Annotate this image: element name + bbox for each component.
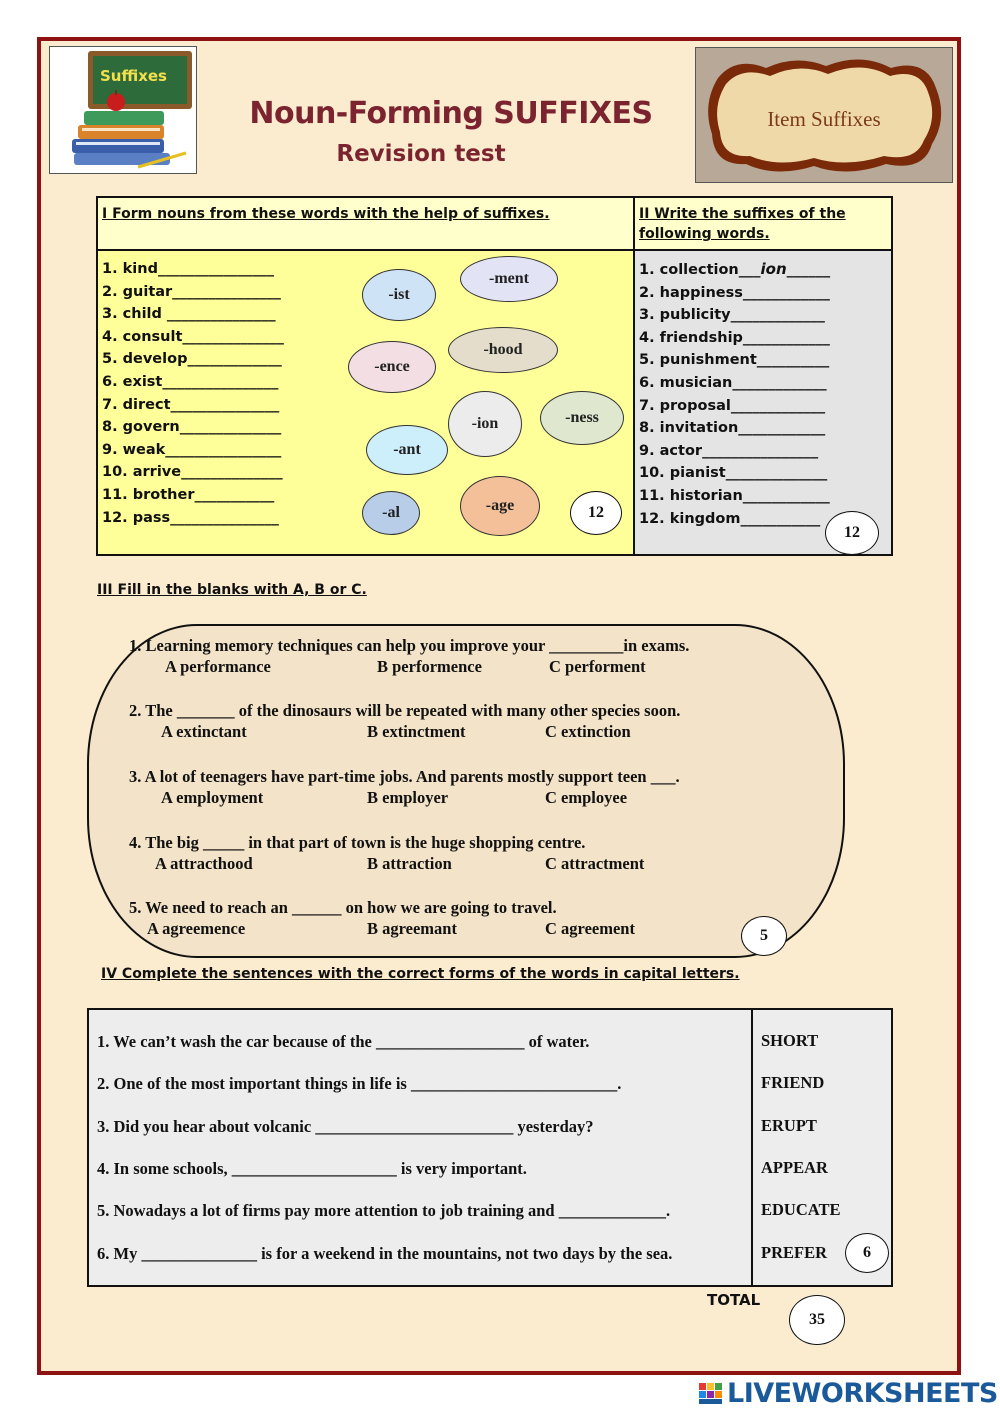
question-2-option-a[interactable]: A extinctant — [161, 722, 247, 741]
suffixes-logo — [49, 46, 197, 174]
section-1-title: I Form nouns from these words with the help of suffixes. — [102, 206, 550, 222]
question-2-option-c[interactable]: C extinction — [545, 722, 631, 741]
worksheet-page — [37, 37, 961, 1375]
question-5-option-c[interactable]: C agreement — [545, 919, 635, 938]
suffix-bubble-ion[interactable]: -ion — [448, 391, 522, 457]
question-3-text: 3. A lot of teenagers have part-time jobs. And parents mostly support teen ___. — [129, 767, 680, 786]
section-3-score: 5 — [741, 916, 787, 956]
example-suffix: ______ — [786, 262, 831, 278]
section-4-column-divider — [751, 1010, 753, 1285]
suffix-item[interactable]: 2. happiness____________ — [639, 284, 830, 301]
suffix-item[interactable]: 7. proposal_____________ — [639, 397, 826, 414]
question-4-option-a[interactable]: A attracthood — [155, 854, 253, 873]
question-1-text: 1. Learning memory techniques can help you improve your _________in exams. — [129, 636, 690, 655]
section-2-title-line1: II Write the suffixes of the — [639, 206, 846, 222]
suffix-bubble-ist[interactable]: -ist — [362, 269, 436, 321]
sentence-1[interactable]: 1. We can’t wash the car because of the __________________ of water. — [97, 1032, 590, 1051]
sentence-6[interactable]: 6. My ______________ is for a weekend in the mountains, not two days by the sea. — [97, 1244, 673, 1263]
logo-text: Suffixes — [100, 67, 167, 85]
suffix-item[interactable]: 11. historian____________ — [639, 487, 830, 504]
section-2-score: 12 — [825, 511, 879, 555]
word-item[interactable]: 5. develop_____________ — [102, 351, 282, 368]
section-3-title: III Fill in the blanks with A, B or C. — [97, 582, 367, 598]
suffix-item[interactable]: 9. actor________________ — [639, 442, 819, 459]
section-1-body — [98, 251, 635, 554]
suffix-item[interactable]: 4. friendship____________ — [639, 329, 830, 346]
section-2-word-list — [639, 258, 830, 530]
capital-word-3: ERUPT — [761, 1116, 817, 1135]
word-item[interactable]: 2. guitar_______________ — [102, 283, 281, 300]
word-item[interactable]: 6. exist________________ — [102, 373, 279, 390]
word-item[interactable]: 4. consult______________ — [102, 328, 284, 345]
liveworksheets-logo-icon — [699, 1383, 723, 1410]
question-3-option-b[interactable]: B employer — [367, 788, 449, 807]
suffix-item[interactable]: 6. musician_____________ — [639, 374, 827, 391]
question-3-option-c[interactable]: C employee — [545, 788, 628, 807]
suffix-bubble-ment[interactable]: -ment — [460, 256, 558, 302]
capital-word-2: FRIEND — [761, 1073, 825, 1092]
suffix-item[interactable]: 10. pianist______________ — [639, 465, 828, 482]
word-item[interactable]: 12. pass_______________ — [102, 509, 279, 526]
page-subtitle: Revision test — [336, 141, 506, 167]
suffix-item-example[interactable] — [639, 258, 830, 282]
word-item[interactable]: 7. direct_______________ — [102, 396, 280, 413]
question-2-text: 2. The _______ of the dinosaurs will be repeated with many other species soon. — [129, 701, 681, 720]
word-item[interactable]: 10. arrive______________ — [102, 464, 283, 481]
total-score: 35 — [789, 1295, 845, 1345]
question-1-option-a[interactable]: A performance — [165, 657, 271, 676]
liveworksheets-brand[interactable]: LIVEWORKSHEETS — [727, 1378, 998, 1409]
word-item[interactable]: 8. govern______________ — [102, 419, 282, 436]
suffix-bubble-ant[interactable]: -ant — [366, 425, 448, 475]
question-4-text: 4. The big _____ in that part of town is the huge shopping centre. — [129, 833, 586, 852]
suffix-bubble-al[interactable]: -al — [362, 491, 420, 535]
question-3-option-a[interactable]: A employment — [161, 788, 264, 807]
suffix-item[interactable]: 5. punishment__________ — [639, 352, 830, 369]
section-4-table — [87, 1008, 893, 1287]
word-item[interactable]: 11. brother___________ — [102, 486, 275, 503]
total-label: TOTAL — [707, 1291, 761, 1309]
question-5-option-b[interactable]: B agreemant — [367, 919, 457, 938]
question-4-option-c[interactable]: C attractment — [545, 854, 645, 873]
sentence-4[interactable]: 4. In some schools, ____________________ is very important. — [97, 1159, 527, 1178]
question-4-option-b[interactable]: B attraction — [367, 854, 452, 873]
sentence-2[interactable]: 2. One of the most important things in life is _________________________. — [97, 1074, 622, 1093]
item-suffixes-banner — [695, 47, 953, 183]
section-3-box — [87, 624, 845, 958]
word-item[interactable]: 1. kind________________ — [102, 261, 274, 277]
example-answer: ion — [760, 260, 787, 278]
sentence-3[interactable]: 3. Did you hear about volcanic ________________________ yesterday? — [97, 1117, 594, 1136]
section-2-header-cell — [635, 198, 891, 251]
word-item[interactable]: 3. child _______________ — [102, 306, 276, 323]
word-item[interactable]: 9. weak________________ — [102, 441, 282, 458]
suffix-bubble-hood[interactable]: -hood — [448, 327, 558, 373]
books-illustration — [50, 47, 196, 173]
suffix-bubble-age[interactable]: -age — [460, 476, 540, 536]
section-2-title-line2: following words. — [639, 226, 770, 242]
suffix-bubble-ness[interactable]: -ness — [540, 391, 624, 445]
example-prefix: 1. collection___ — [639, 262, 761, 278]
section-1-header-cell — [98, 198, 635, 251]
suffix-item[interactable]: 3. publicity_____________ — [639, 307, 825, 324]
burnt-paper-illustration — [696, 48, 952, 182]
suffix-item[interactable]: 12. kingdom___________ — [639, 510, 821, 527]
capital-word-1: SHORT — [761, 1031, 819, 1050]
question-1-option-b[interactable]: B performence — [377, 657, 482, 676]
question-5-option-a[interactable]: A agreemence — [147, 919, 246, 938]
section-4-score: 6 — [845, 1233, 889, 1273]
question-1-option-c[interactable]: C performent — [549, 657, 646, 676]
section-1-word-list — [102, 258, 284, 529]
suffix-bubble-ence[interactable]: -ence — [348, 341, 436, 393]
capital-word-5: EDUCATE — [761, 1200, 841, 1219]
section-1-2-table — [96, 196, 893, 556]
question-5-text: 5. We need to reach an ______ on how we are going to travel. — [129, 898, 557, 917]
capital-word-6: PREFER — [761, 1243, 827, 1262]
question-2-option-b[interactable]: B extinctment — [367, 722, 466, 741]
sentence-5[interactable]: 5. Nowadays a lot of firms pay more attention to job training and _____________. — [97, 1201, 671, 1220]
section-1-score: 12 — [570, 491, 622, 535]
section-4-title: IV Complete the sentences with the correct forms of the words in capital letters. — [101, 966, 740, 982]
suffix-item[interactable]: 8. invitation____________ — [639, 420, 826, 437]
section-2-body — [635, 251, 891, 554]
page-title: Noun-Forming SUFFIXES — [249, 96, 653, 131]
item-suffixes-text: Item Suffixes — [767, 107, 881, 131]
capital-word-4: APPEAR — [761, 1158, 828, 1177]
